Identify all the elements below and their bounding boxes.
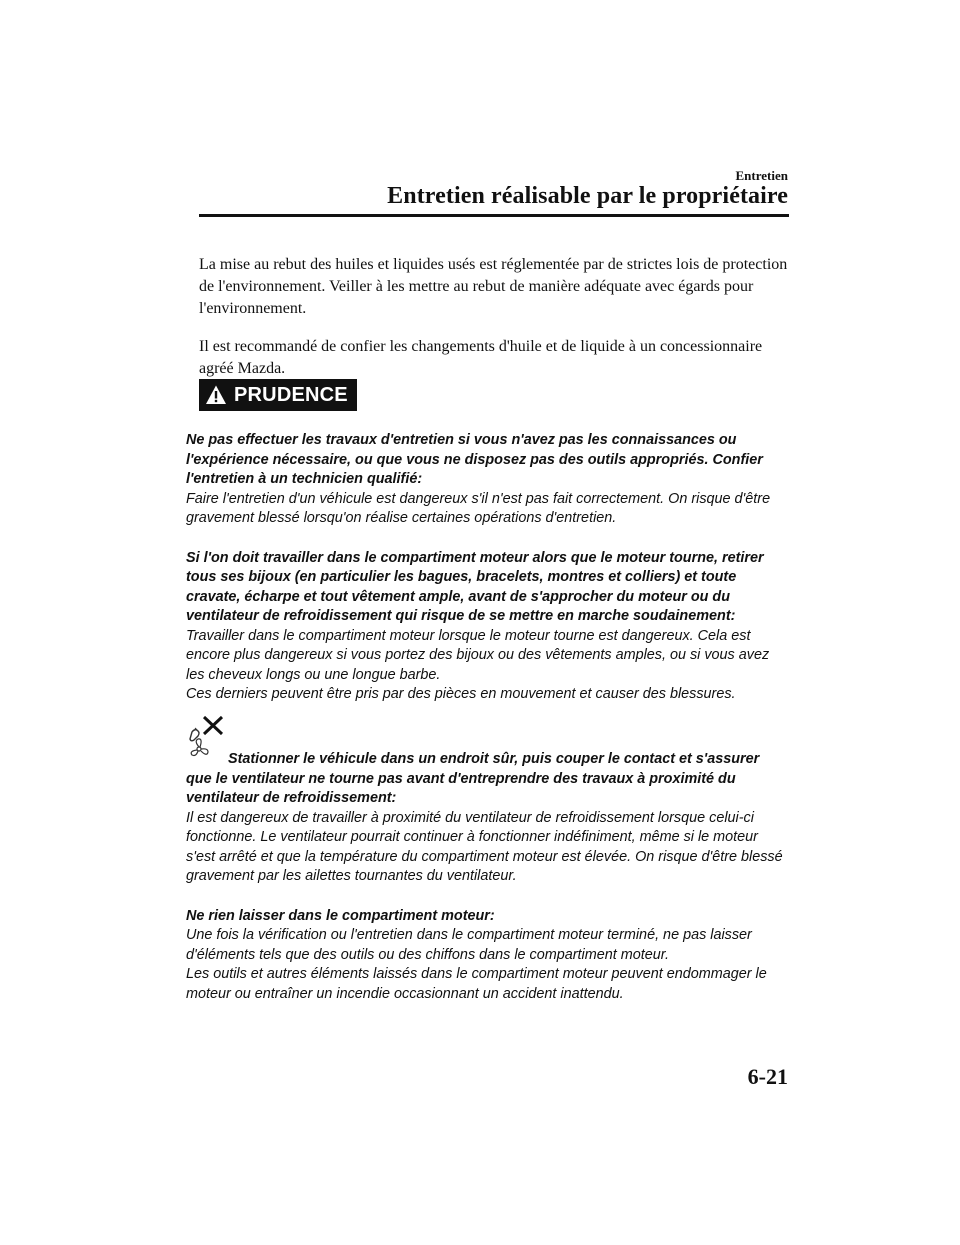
intro-text — [199, 254, 799, 396]
warning-1-heading: Ne pas effectuer les travaux d'entretien si vous n'avez pas les connaissances ou l'expérience nécessaire, ou que vous ne disposez pas des outils appropriés. Confier l'entretien à un technicien qualifié: — [186, 432, 763, 487]
warnings-block-1 — [186, 431, 786, 705]
header-rule — [199, 214, 789, 217]
warning-2-heading: Si l'on doit travailler dans le compartiment moteur alors que le moteur tourne, retirer tous ses bijoux (en particulier les bagues, bracelets, montres et colliers) et toute cravate, écharpe et tout vêtement ample, avant de s'approcher du moteur ou du ventilateur de refroidissement qui risque de se mettre en marche soudainement: — [186, 549, 764, 624]
warning-3-text: Il est dangereux de travailler à proximité du ventilateur de refroidissement lorsque celui-ci fonctionne. Le ventilateur pourrait continuer à fonctionner indéfiniment, même si le moteur s'est arrêté et que la température du compartiment moteur est élevée. On risque d'être blessé gravement par les ailettes tournantes du ventilateur. — [186, 809, 783, 884]
warning-triangle-icon — [205, 384, 227, 406]
warning-2-text-1: Travailler dans le compartiment moteur lorsque le moteur tourne est dangereux. Cela est encore plus dangereux si vous portez des bijoux ou des vêtements amples, ou si vous avez les cheveux longs ou une longue barbe. — [186, 627, 770, 683]
warning-2-text-2: Ces derniers peuvent être pris par des pièces en mouvement et causer des blessures. — [186, 686, 736, 702]
warning-4-text-1: Une fois la vérification ou l'entretien dans le compartiment moteur terminé, ne pas laisser d'éléments tels que des outils ou des chiffons dans le compartiment moteur. — [186, 927, 752, 963]
warning-4-heading: Ne rien laisser dans le compartiment moteur: — [186, 907, 495, 924]
warning-4-text-2: Les outils et autres éléments laissés dans le compartiment moteur peuvent endommager le moteur ou entraîner un incendie occasionnant un accident inattendu. — [186, 966, 767, 1002]
page-title: Entretien réalisable par le propriétaire — [387, 183, 788, 209]
caution-label-text: PRUDENCE — [234, 383, 348, 406]
page-number: 6-21 — [747, 1064, 788, 1089]
section-label: Entretien — [735, 168, 788, 183]
caution-label — [199, 379, 357, 411]
warnings-block-2 — [186, 750, 786, 1004]
intro-paragraph-1: La mise au rebut des huiles et liquides usés est réglementée par de strictes lois de protection de l'environnement. Veiller à les mettre au rebut de manière adéquate avec égards pour l'environnement. — [199, 256, 788, 317]
intro-paragraph-2: Il est recommandé de confier les changements d'huile et de liquide à un concessionnaire agréé Mazda. — [199, 338, 763, 377]
warning-3-heading: Stationner le véhicule dans un endroit sûr, puis couper le contact et s'assurer que le ventilateur ne tourne pas avant d'entreprendre des travaux à proximité du ventilateur de refroidissement: — [186, 751, 760, 806]
warning-1-text: Faire l'entretien d'un véhicule est dangereux s'il n'est pas fait correctement. On risque d'être gravement blessé lorsqu'on réalise certaines opérations d'entretien. — [186, 490, 771, 526]
